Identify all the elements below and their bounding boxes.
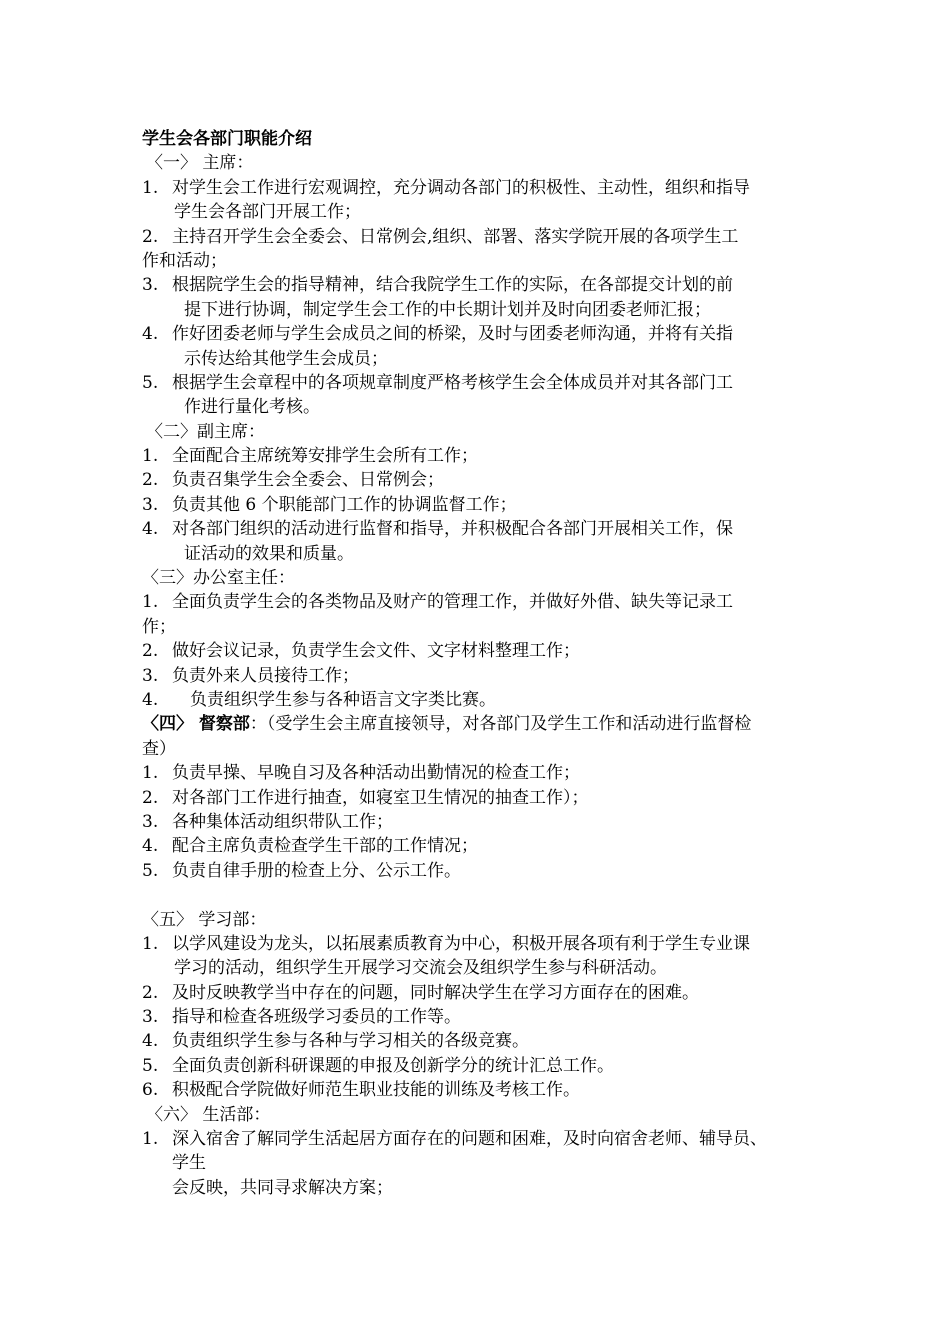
list-item: 2. 做好会议记录，负责学生会文件、文字材料整理工作；	[142, 641, 580, 662]
section-heading-office-director: 〈三〉办公室主任：	[142, 568, 295, 589]
list-item: 2. 负责召集学生会全委会、日常例会；	[142, 470, 444, 491]
list-item: 1. 对学生会工作进行宏观调控，充分调动各部门的积极性、主动性，组织和指导	[142, 177, 750, 198]
list-item: 5. 负责自律手册的检查上分、公示工作。	[142, 860, 461, 881]
list-item-continuation: 示传达给其他学生会成员；	[184, 348, 388, 369]
list-item: 4. 作好团委老师与学生会成员之间的桥梁，及时与团委老师沟通，并将有关指	[142, 324, 733, 345]
list-item-continuation: 学习的活动，组织学生开展学习交流会及组织学生参与科研活动。	[174, 958, 667, 979]
section-heading-life: 〈六〉 生活部：	[146, 1104, 271, 1125]
document-title: 学生会各部门职能介绍	[142, 129, 312, 149]
list-item-continuation: 学生	[172, 1153, 206, 1174]
list-item-continuation: 提下进行协调，制定学生会工作的中长期计划并及时向团委老师汇报；	[184, 299, 711, 320]
section-heading-vice-chairman: 〈二〉副主席：	[146, 421, 265, 442]
list-item: 3. 各种集体活动组织带队工作；	[142, 811, 393, 832]
section-heading-study: 〈五〉 学习部：	[142, 909, 267, 930]
list-item: 3. 根据院学生会的指导精神，结合我院学生工作的实际，在各部提交计划的前	[142, 275, 733, 296]
list-item-continuation: 作和活动；	[142, 250, 227, 271]
list-item: 2. 对各部门工作进行抽查，如寝室卫生情况的抽查工作）；	[142, 787, 589, 808]
list-item: 5. 根据学生会章程中的各项规章制度严格考核学生会全体成员并对其各部门工	[142, 372, 733, 393]
list-item-continuation: 证活动的效果和质量。	[184, 543, 354, 564]
list-item: 4. 配合主席负责检查学生干部的工作情况；	[142, 836, 478, 857]
list-item: 1. 以学风建设为龙头，以拓展素质教育为中心，积极开展各项有利于学生专业课	[142, 933, 750, 954]
list-item: 1. 全面负责学生会的各类物品及财产的管理工作，并做好外借、缺失等记录工	[142, 592, 733, 613]
list-item-continuation: 会反映，共同寻求解决方案；	[172, 1177, 393, 1198]
section-heading-inspection: 〈四〉 督察部：（受学生会主席直接领导，对各部门及学生工作和活动进行监督检	[142, 714, 752, 735]
list-item: 4. 负责组织学生参与各种与学习相关的各级竞赛。	[142, 1031, 529, 1052]
list-item: 5. 全面负责创新科研课题的申报及创新学分的统计汇总工作。	[142, 1055, 614, 1076]
list-item: 2. 主持召开学生会全委会、日常例会,组织、部署、落实学院开展的各项学生工	[142, 226, 739, 247]
section-heading-chairman: 〈一〉 主席：	[146, 153, 254, 174]
list-item-continuation: 学生会各部门开展工作；	[174, 202, 361, 223]
list-item: 1. 负责早操、早晚自习及各种活动出勤情况的检查工作；	[142, 763, 580, 784]
list-item: 2. 及时反映教学当中存在的问题，同时解决学生在学习方面存在的困难。	[142, 982, 699, 1003]
list-item: 3. 负责外来人员接待工作；	[142, 665, 359, 686]
blank-line	[142, 883, 822, 907]
list-item-continuation: 作进行量化考核。	[184, 397, 320, 418]
list-item: 3. 负责其他 6 个职能部门工作的协调监督工作；	[142, 494, 517, 515]
list-item: 6. 积极配合学院做好师范生职业技能的训练及考核工作。	[142, 1080, 580, 1101]
list-item-continuation: 作；	[142, 616, 176, 637]
list-item: 1. 深入宿舍了解同学生活起居方面存在的问题和困难，及时向宿舍老师、辅导员、	[142, 1129, 767, 1150]
list-item: 3. 指导和检查各班级学习委员的工作等。	[142, 1007, 461, 1028]
document-body	[142, 127, 822, 1200]
list-item: 1. 全面配合主席统筹安排学生会所有工作；	[142, 446, 478, 467]
section-heading-continuation: 查）	[142, 738, 176, 759]
list-item: 4. 负责组织学生参与各种语言文字类比赛。	[142, 689, 496, 710]
list-item: 4. 对各部门组织的活动进行监督和指导，并积极配合各部门开展相关工作，保	[142, 519, 733, 540]
